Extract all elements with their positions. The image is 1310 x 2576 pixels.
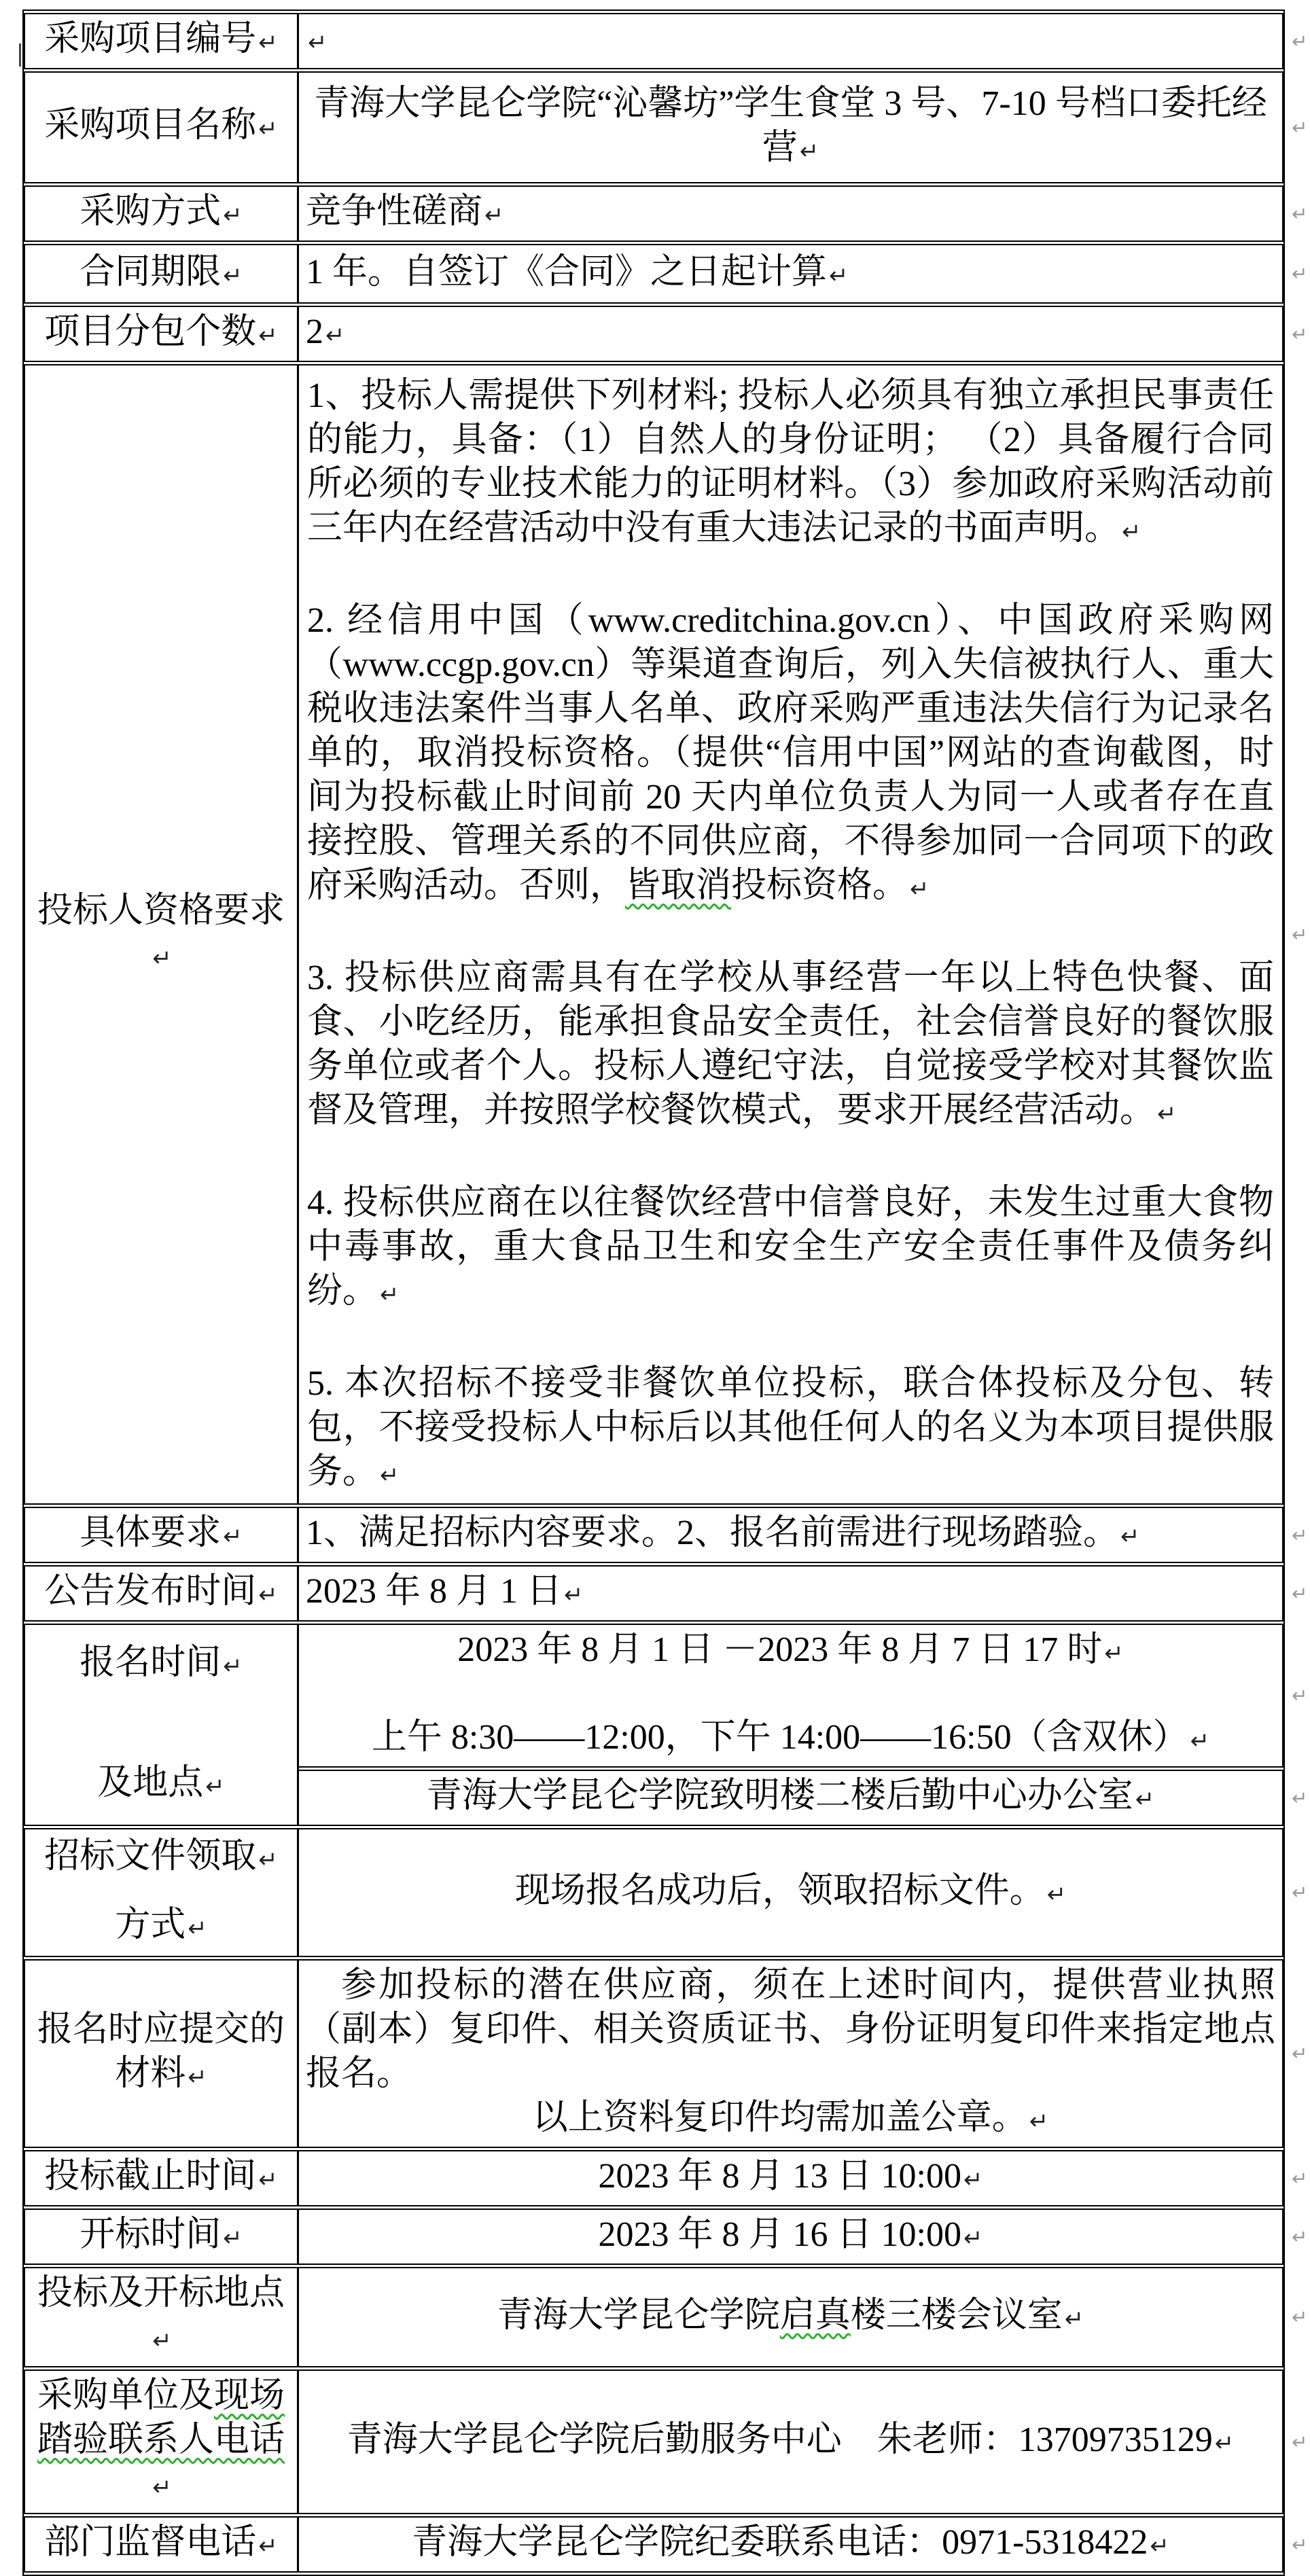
table-row (24, 306, 1284, 362)
qualification-paragraph-4: 4. 投标供应商在以往餐饮经营中信誉良好，未发生过重大食物中毒事故，重大食品卫生和安全生产安全责任事件及债务纠纷。↵ (307, 1183, 1274, 1310)
value-bid-opening-place: 青海大学昆仑学院启真楼三楼会议室↵ ↵ (299, 2267, 1284, 2367)
value-specific-requirements (299, 1507, 1308, 1563)
value-project-number (299, 13, 1308, 69)
label-supervision-phone (24, 2516, 299, 2573)
paragraph-mark-icon: ↵ (799, 137, 819, 165)
paragraph-mark-icon: ↵ (223, 262, 243, 289)
paragraph-mark-icon: ↵ (258, 115, 278, 143)
label-project-number (24, 13, 299, 69)
spellcheck-squiggle: 启真 (779, 2295, 851, 2335)
value-project-name (299, 71, 1308, 183)
value-text: 现场报名成功后，领取招标文件。 (514, 1871, 1045, 1910)
table-row (24, 1565, 1284, 1622)
label-bid-opening-time (24, 2208, 299, 2265)
end-of-row-mark-icon: ↵ (1292, 1881, 1308, 1904)
qualification-paragraph-3: 3. 投标供应商需具有在学校从事经营一年以上特色快餐、面食、小吃经历，能承担食品安全责任，社会信誉良好的餐饮服务单位或者个人。投标人遵纪守法，自觉接受学校对其餐饮监督及管理，并按照学校餐饮模式，要求开展经营活动。↵ (307, 959, 1274, 1130)
paragraph-mark-icon: ↵ (1029, 2108, 1049, 2135)
table-row (24, 2150, 1284, 2206)
label-purchaser-contact (24, 2369, 299, 2514)
value-purchaser-contact (299, 2369, 1308, 2514)
value-package-count (299, 306, 1308, 362)
value-announcement-date (299, 1565, 1308, 1622)
table-row (24, 1828, 1284, 1957)
value-bid-opening-time (299, 2208, 1308, 2265)
paragraph-mark-icon: ↵ (258, 29, 278, 56)
label-bid-opening-place (24, 2267, 299, 2367)
table-row (24, 2369, 1284, 2514)
paragraph-mark-icon: ↵ (380, 1281, 400, 1308)
spellcheck-squiggle: 踏验联系人电话 (37, 2420, 285, 2459)
table-row (24, 1959, 1284, 2148)
label-text-line2: 材料↵ (115, 2054, 207, 2093)
value-text: 青海大学昆仑学院后勤服务中心 朱老师：13709735129 (347, 2420, 1213, 2459)
paragraph-mark-icon: ↵ (484, 202, 504, 229)
materials-paragraph-1: 参加投标的潜在供应商，须在上述时间内，提供营业执照（副本）复印件、相关资质证书、身份证明复印件来指定地点报名。 (306, 1966, 1275, 2093)
end-of-row-mark-icon: ↵ (1292, 30, 1308, 52)
registration-hours: 上午 8:30——12:00，下午 14:00——16:50（含双休）↵ (371, 1718, 1210, 1757)
end-of-row-mark-icon: ↵ (1292, 1582, 1308, 1605)
registration-dates: 2023 年 8 月 1 日 －2023 年 8 月 7 日 17 时↵ (457, 1630, 1124, 1669)
paragraph-mark-icon: ↵ (152, 944, 172, 972)
label-text-line2: 及地点↵ (97, 1764, 225, 1802)
qualification-paragraph-5: 5. 本次招标不接受非餐饮单位投标，联合体投标及分包、转包，不接受投标人中标后以其他任何人的名义为本项目提供服务。↵ (307, 1364, 1274, 1491)
label-registration-materials (24, 1959, 299, 2148)
end-of-row-mark-icon: ↵ (1292, 2533, 1308, 2556)
paragraph-mark-icon: ↵ (1214, 2430, 1235, 2457)
label-text: 公告发布时间 (44, 1572, 257, 1611)
label-package-count (24, 306, 299, 362)
paragraph-mark-icon: ↵ (963, 2225, 983, 2252)
paragraph-mark-icon: ↵ (223, 202, 243, 229)
value-registration-materials (299, 1959, 1308, 2148)
value-text: 2023 年 8 月 16 日 10:00 (598, 2215, 961, 2254)
value-text: 1 年。自签订《合同》之日起计算 (306, 252, 828, 291)
paragraph-mark-icon: ↵ (205, 1773, 225, 1800)
value-registration-place (299, 1770, 1308, 1826)
label-document-collection-method (24, 1828, 299, 1957)
label-text: 采购项目编号 (44, 20, 257, 58)
end-of-row-mark-icon: ↵ (1292, 2042, 1308, 2065)
paragraph-mark-icon: ↵ (1104, 1640, 1124, 1667)
table-row (24, 1624, 1284, 1768)
value-text: 2023 年 8 月 1 日 (306, 1572, 563, 1611)
label-announcement-date (24, 1565, 299, 1622)
table-row (24, 2516, 1284, 2573)
paragraph-mark-icon: ↵ (325, 322, 345, 349)
end-of-row-mark-icon: ↵ (1292, 323, 1308, 345)
value-document-collection-method (299, 1828, 1308, 1957)
value-contract-term (299, 244, 1308, 304)
table-row (24, 13, 1284, 69)
paragraph-mark-icon: ↵ (258, 1581, 278, 1609)
label-text-line1: 报名时间↵ (79, 1643, 243, 1682)
label-registration-time-place (24, 1624, 299, 1826)
paragraph-mark-icon: ↵ (188, 2064, 207, 2091)
end-of-row-mark-icon: ↵ (1292, 262, 1308, 285)
qualification-paragraph-1: 1、投标人需提供下列材料; 投标人必须具有独立承担民事责任的能力，具备：（1）自然人的身份证明； （2）具备履行合同所必须的专业技术能力的证明材料。（3）参加政府采购活动前三年内在经营活动中没有重大违法记录的书面声明。↵ (307, 376, 1274, 548)
paragraph-mark-icon: ↵ (258, 2166, 278, 2194)
paragraph-mark-icon: ↵ (564, 1581, 584, 1609)
label-text-line2 (32, 2418, 290, 2510)
end-of-row-mark-icon: ↵ (1292, 2431, 1308, 2453)
paragraph-mark-icon: ↵ (258, 322, 278, 349)
paragraph-mark-icon: ↵ (308, 29, 328, 56)
paragraph-mark-icon: ↵ (380, 1462, 400, 1489)
text-cursor-mark (19, 43, 21, 67)
value-text: 青海大学昆仑学院“沁馨坊”学生食堂 3 号、7-10 号档口委托经营 (314, 84, 1267, 167)
label-text: 投标截止时间 (44, 2157, 257, 2196)
paragraph-mark-icon: ↵ (1120, 1523, 1140, 1550)
value-text: 2023 年 8 月 13 日 10:00 (598, 2157, 961, 2196)
label-text: 合同期限 (79, 252, 222, 291)
procurement-notice-table (22, 10, 1308, 2576)
table-row (24, 244, 1284, 304)
value-text: 竞争性磋商 (306, 192, 483, 231)
end-of-row-mark-icon: ↵ (1292, 2167, 1308, 2189)
paragraph-mark-icon: ↵ (258, 1846, 278, 1874)
paragraph-mark-icon: ↵ (829, 262, 849, 289)
table-row (24, 2208, 1284, 2265)
materials-paragraph-2: 以上资料复印件均需加盖公章。↵ (532, 2098, 1049, 2137)
value-text: 2 (306, 312, 323, 351)
label-contract-term (24, 244, 299, 304)
value-text: 青海大学昆仑学院纪委联系电话：0971-5318422 (412, 2523, 1148, 2562)
end-of-row-mark-icon: ↵ (1292, 1524, 1308, 1546)
value-supervision-phone (299, 2516, 1308, 2573)
label-text-line1: 采购单位及现场 (37, 2376, 285, 2415)
value-text: 1、满足招标内容要求。2、报名前需进行现场踏验。 (306, 1514, 1119, 1552)
paragraph-mark-icon: ↵ (1122, 518, 1141, 545)
paragraph-mark-icon: ↵ (188, 1915, 207, 1942)
label-text: 开标时间 (79, 2215, 222, 2254)
paragraph-mark-icon: ↵ (1135, 1786, 1155, 1813)
spellcheck-squiggle: 现场 (214, 2376, 285, 2415)
label-text-line1: 招标文件领取↵ (44, 1837, 278, 1876)
paragraph-mark-icon: ↵ (1190, 1728, 1210, 1755)
end-of-row-mark-icon: ↵ (1292, 2306, 1308, 2329)
qualification-paragraph-2: 2. 经信用中国（www.creditchina.gov.cn）、中国政府采购网（www.ccgp.gov.cn）等渠道查询后，列入失信被执行人、重大税收违法案件当事人名单、政府采购严重违法失信行为记录名单的，取消投标资格。（提供“信用中国”网站的查询截图，时间为投标截止时间前 20 天内单位负责人为同一人或者存在直接控股、管理关系的不同供应商，不得参加同一合同项下的政府采购活动。否则，皆取消投标资格。↵ (307, 601, 1274, 905)
label-bidder-qualifications (24, 364, 299, 1505)
value-registration-time (299, 1624, 1308, 1768)
paragraph-mark-icon: ↵ (152, 2327, 172, 2355)
value-bidder-qualifications (299, 364, 1308, 1505)
label-text: 项目分包个数 (44, 312, 257, 351)
label-text: 投标及开标地点 (37, 2274, 285, 2312)
end-of-row-mark-icon: ↵ (1292, 1684, 1308, 1707)
paragraph-mark-icon: ↵ (258, 2533, 278, 2560)
value-text: 青海大学昆仑学院致明楼二楼后勤中心办公室 (426, 1776, 1133, 1815)
label-text: 采购方式 (79, 192, 222, 231)
value-bid-deadline (299, 2150, 1308, 2206)
end-of-row-mark-icon: ↵ (1292, 202, 1308, 225)
paragraph-mark-icon: ↵ (910, 876, 930, 903)
end-of-row-mark-icon: ↵ (1292, 2225, 1308, 2248)
spellcheck-squiggle: 皆取消 (625, 866, 732, 905)
table-row (24, 71, 1284, 183)
end-of-row-mark-icon: ↵ (1292, 923, 1308, 946)
table-row (24, 185, 1284, 242)
value-procurement-method (299, 185, 1308, 242)
label-text: 采购项目名称 (44, 106, 257, 145)
table-row (24, 364, 1284, 1505)
table-row (24, 2267, 1284, 2367)
label-text-line1: 报名时应提交的 (37, 2010, 285, 2049)
table-row (24, 1507, 1284, 1563)
paragraph-mark-icon: ↵ (1150, 2533, 1169, 2560)
paragraph-mark-icon: ↵ (223, 1523, 243, 1550)
paragraph-mark-icon: ↵ (152, 2474, 172, 2501)
label-bid-deadline (24, 2150, 299, 2206)
paragraph-mark-icon: ↵ (963, 2166, 983, 2194)
label-procurement-method (24, 185, 299, 242)
paragraph-mark-icon: ↵ (1157, 1101, 1177, 1128)
label-text-line2: 方式↵ (115, 1906, 207, 1944)
label-specific-requirements (24, 1507, 299, 1563)
end-of-row-mark-icon: ↵ (1292, 1787, 1308, 1809)
paragraph-mark-icon: ↵ (1064, 2305, 1084, 2333)
paragraph-mark-icon: ↵ (223, 1653, 243, 1680)
paragraph-mark-icon: ↵ (223, 2225, 243, 2252)
paragraph-mark-icon: ↵ (1046, 1880, 1067, 1908)
end-of-row-mark-icon: ↵ (1292, 116, 1308, 139)
label-text: 具体要求 (79, 1514, 222, 1552)
label-text: 部门监督电话 (44, 2523, 257, 2562)
label-project-name (24, 71, 299, 183)
label-text: 投标人资格要求 (37, 891, 285, 930)
